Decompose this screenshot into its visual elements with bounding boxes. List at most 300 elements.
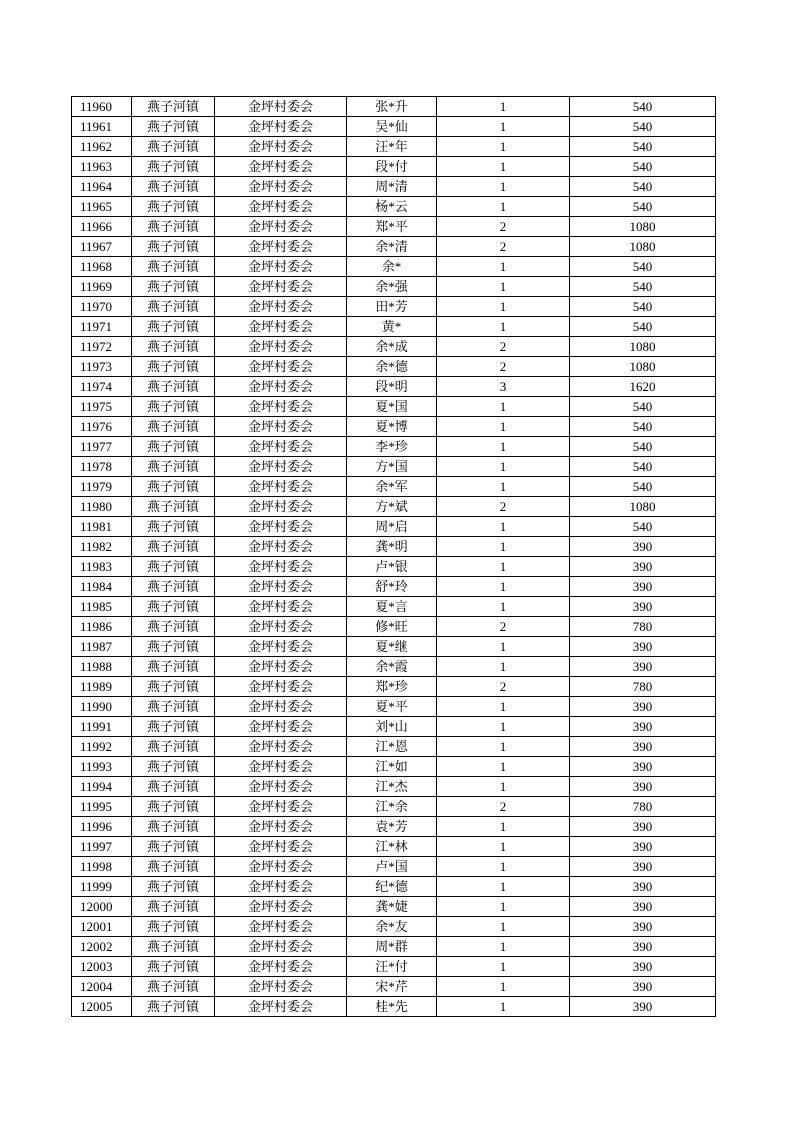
town-cell: 燕子河镇 (132, 997, 215, 1017)
town-cell: 燕子河镇 (132, 397, 215, 417)
town-cell: 燕子河镇 (132, 457, 215, 477)
count-cell: 1 (437, 117, 570, 137)
table-row (72, 857, 716, 877)
village-cell: 金坪村委会 (215, 517, 347, 537)
village-cell: 金坪村委会 (215, 437, 347, 457)
amount-cell: 540 (570, 277, 716, 297)
row-id-cell: 11976 (72, 417, 132, 437)
table-row (72, 597, 716, 617)
count-cell: 1 (437, 437, 570, 457)
table-row (72, 637, 716, 657)
amount-cell: 390 (570, 957, 716, 977)
name-cell: 刘*山 (347, 717, 437, 737)
name-cell: 周*启 (347, 517, 437, 537)
row-id-cell: 11986 (72, 617, 132, 637)
town-cell: 燕子河镇 (132, 557, 215, 577)
village-cell: 金坪村委会 (215, 477, 347, 497)
amount-cell: 390 (570, 937, 716, 957)
table-row (72, 977, 716, 997)
amount-cell: 1080 (570, 237, 716, 257)
amount-cell: 390 (570, 917, 716, 937)
town-cell: 燕子河镇 (132, 537, 215, 557)
row-id-cell: 11973 (72, 357, 132, 377)
count-cell: 1 (437, 957, 570, 977)
count-cell: 1 (437, 557, 570, 577)
row-id-cell: 11967 (72, 237, 132, 257)
village-cell: 金坪村委会 (215, 217, 347, 237)
town-cell: 燕子河镇 (132, 217, 215, 237)
table-row (72, 657, 716, 677)
village-cell: 金坪村委会 (215, 157, 347, 177)
amount-cell: 390 (570, 537, 716, 557)
town-cell: 燕子河镇 (132, 337, 215, 357)
amount-cell: 540 (570, 457, 716, 477)
amount-cell: 540 (570, 257, 716, 277)
town-cell: 燕子河镇 (132, 877, 215, 897)
count-cell: 1 (437, 177, 570, 197)
name-cell: 卢*国 (347, 857, 437, 877)
row-id-cell: 11985 (72, 597, 132, 617)
row-id-cell: 11988 (72, 657, 132, 677)
amount-cell: 390 (570, 737, 716, 757)
row-id-cell: 11961 (72, 117, 132, 137)
count-cell: 1 (437, 997, 570, 1017)
row-id-cell: 11974 (72, 377, 132, 397)
count-cell: 1 (437, 97, 570, 117)
amount-cell: 390 (570, 837, 716, 857)
name-cell: 江*如 (347, 757, 437, 777)
table-row (72, 197, 716, 217)
amount-cell: 390 (570, 777, 716, 797)
count-cell: 1 (437, 757, 570, 777)
name-cell: 夏*言 (347, 597, 437, 617)
count-cell: 2 (437, 357, 570, 377)
table-row (72, 677, 716, 697)
name-cell: 舒*玲 (347, 577, 437, 597)
village-cell: 金坪村委会 (215, 817, 347, 837)
table-row (72, 557, 716, 577)
town-cell: 燕子河镇 (132, 657, 215, 677)
village-cell: 金坪村委会 (215, 197, 347, 217)
village-cell: 金坪村委会 (215, 237, 347, 257)
town-cell: 燕子河镇 (132, 377, 215, 397)
amount-cell: 390 (570, 657, 716, 677)
name-cell: 余*德 (347, 357, 437, 377)
name-cell: 江*杰 (347, 777, 437, 797)
name-cell: 桂*先 (347, 997, 437, 1017)
table-row (72, 297, 716, 317)
amount-cell: 390 (570, 597, 716, 617)
village-cell: 金坪村委会 (215, 577, 347, 597)
village-cell: 金坪村委会 (215, 537, 347, 557)
row-id-cell: 11981 (72, 517, 132, 537)
table-row (72, 377, 716, 397)
village-cell: 金坪村委会 (215, 997, 347, 1017)
town-cell: 燕子河镇 (132, 137, 215, 157)
table-row (72, 697, 716, 717)
row-id-cell: 11978 (72, 457, 132, 477)
town-cell: 燕子河镇 (132, 597, 215, 617)
amount-cell: 1620 (570, 377, 716, 397)
row-id-cell: 12004 (72, 977, 132, 997)
count-cell: 2 (437, 617, 570, 637)
row-id-cell: 12005 (72, 997, 132, 1017)
row-id-cell: 11997 (72, 837, 132, 857)
amount-cell: 390 (570, 757, 716, 777)
row-id-cell: 11980 (72, 497, 132, 517)
town-cell: 燕子河镇 (132, 917, 215, 937)
name-cell: 余*清 (347, 237, 437, 257)
count-cell: 1 (437, 777, 570, 797)
amount-cell: 540 (570, 177, 716, 197)
name-cell: 卢*银 (347, 557, 437, 577)
count-cell: 1 (437, 637, 570, 657)
count-cell: 1 (437, 517, 570, 537)
village-cell: 金坪村委会 (215, 677, 347, 697)
name-cell: 汪*付 (347, 957, 437, 977)
table-row (72, 257, 716, 277)
table-row (72, 417, 716, 437)
count-cell: 1 (437, 817, 570, 837)
count-cell: 1 (437, 477, 570, 497)
amount-cell: 1080 (570, 217, 716, 237)
name-cell: 袁*芳 (347, 817, 437, 837)
town-cell: 燕子河镇 (132, 717, 215, 737)
town-cell: 燕子河镇 (132, 577, 215, 597)
row-id-cell: 11991 (72, 717, 132, 737)
amount-cell: 540 (570, 477, 716, 497)
amount-cell: 390 (570, 697, 716, 717)
name-cell: 夏*继 (347, 637, 437, 657)
row-id-cell: 11982 (72, 537, 132, 557)
town-cell: 燕子河镇 (132, 477, 215, 497)
row-id-cell: 11971 (72, 317, 132, 337)
row-id-cell: 11993 (72, 757, 132, 777)
town-cell: 燕子河镇 (132, 757, 215, 777)
town-cell: 燕子河镇 (132, 737, 215, 757)
amount-cell: 390 (570, 977, 716, 997)
count-cell: 1 (437, 137, 570, 157)
row-id-cell: 11968 (72, 257, 132, 277)
name-cell: 余*友 (347, 917, 437, 937)
town-cell: 燕子河镇 (132, 697, 215, 717)
row-id-cell: 12002 (72, 937, 132, 957)
town-cell: 燕子河镇 (132, 317, 215, 337)
amount-cell: 390 (570, 857, 716, 877)
village-cell: 金坪村委会 (215, 257, 347, 277)
count-cell: 1 (437, 537, 570, 557)
village-cell: 金坪村委会 (215, 297, 347, 317)
amount-cell: 540 (570, 517, 716, 537)
village-cell: 金坪村委会 (215, 917, 347, 937)
table-row (72, 737, 716, 757)
village-cell: 金坪村委会 (215, 857, 347, 877)
row-id-cell: 11972 (72, 337, 132, 357)
count-cell: 1 (437, 577, 570, 597)
village-cell: 金坪村委会 (215, 337, 347, 357)
village-cell: 金坪村委会 (215, 557, 347, 577)
row-id-cell: 11963 (72, 157, 132, 177)
town-cell: 燕子河镇 (132, 117, 215, 137)
count-cell: 1 (437, 917, 570, 937)
amount-cell: 540 (570, 397, 716, 417)
town-cell: 燕子河镇 (132, 277, 215, 297)
village-cell: 金坪村委会 (215, 377, 347, 397)
town-cell: 燕子河镇 (132, 257, 215, 277)
name-cell: 夏*国 (347, 397, 437, 417)
town-cell: 燕子河镇 (132, 197, 215, 217)
name-cell: 宋*芹 (347, 977, 437, 997)
amount-cell: 1080 (570, 357, 716, 377)
amount-cell: 390 (570, 637, 716, 657)
name-cell: 周*清 (347, 177, 437, 197)
count-cell: 1 (437, 457, 570, 477)
town-cell: 燕子河镇 (132, 417, 215, 437)
count-cell: 1 (437, 717, 570, 737)
count-cell: 2 (437, 337, 570, 357)
name-cell: 郑*平 (347, 217, 437, 237)
count-cell: 2 (437, 677, 570, 697)
village-cell: 金坪村委会 (215, 457, 347, 477)
table-row (72, 457, 716, 477)
village-cell: 金坪村委会 (215, 117, 347, 137)
count-cell: 1 (437, 157, 570, 177)
village-cell: 金坪村委会 (215, 417, 347, 437)
row-id-cell: 11965 (72, 197, 132, 217)
amount-cell: 540 (570, 157, 716, 177)
table-row (72, 617, 716, 637)
table-row (72, 937, 716, 957)
table-row (72, 897, 716, 917)
table-row (72, 497, 716, 517)
data-table (71, 96, 716, 1017)
row-id-cell: 11992 (72, 737, 132, 757)
amount-cell: 540 (570, 317, 716, 337)
table-row (72, 437, 716, 457)
table-row (72, 777, 716, 797)
amount-cell: 390 (570, 897, 716, 917)
count-cell: 2 (437, 797, 570, 817)
village-cell: 金坪村委会 (215, 837, 347, 857)
name-cell: 周*群 (347, 937, 437, 957)
name-cell: 吴*仙 (347, 117, 437, 137)
name-cell: 张*升 (347, 97, 437, 117)
count-cell: 1 (437, 837, 570, 857)
name-cell: 江*余 (347, 797, 437, 817)
amount-cell: 540 (570, 437, 716, 457)
name-cell: 江*恩 (347, 737, 437, 757)
count-cell: 1 (437, 197, 570, 217)
town-cell: 燕子河镇 (132, 637, 215, 657)
amount-cell: 780 (570, 797, 716, 817)
count-cell: 1 (437, 697, 570, 717)
village-cell: 金坪村委会 (215, 757, 347, 777)
name-cell: 方*斌 (347, 497, 437, 517)
count-cell: 3 (437, 377, 570, 397)
row-id-cell: 11996 (72, 817, 132, 837)
amount-cell: 390 (570, 997, 716, 1017)
row-id-cell: 11966 (72, 217, 132, 237)
count-cell: 1 (437, 417, 570, 437)
amount-cell: 1080 (570, 497, 716, 517)
amount-cell: 540 (570, 297, 716, 317)
count-cell: 1 (437, 737, 570, 757)
amount-cell: 540 (570, 137, 716, 157)
count-cell: 1 (437, 937, 570, 957)
table-row (72, 577, 716, 597)
name-cell: 龚*婕 (347, 897, 437, 917)
row-id-cell: 11984 (72, 577, 132, 597)
row-id-cell: 11987 (72, 637, 132, 657)
village-cell: 金坪村委会 (215, 797, 347, 817)
amount-cell: 540 (570, 197, 716, 217)
town-cell: 燕子河镇 (132, 357, 215, 377)
table-row (72, 357, 716, 377)
table-row (72, 997, 716, 1017)
row-id-cell: 11999 (72, 877, 132, 897)
town-cell: 燕子河镇 (132, 777, 215, 797)
name-cell: 修*旺 (347, 617, 437, 637)
amount-cell: 390 (570, 557, 716, 577)
name-cell: 段*付 (347, 157, 437, 177)
row-id-cell: 11975 (72, 397, 132, 417)
table-row (72, 237, 716, 257)
village-cell: 金坪村委会 (215, 357, 347, 377)
count-cell: 1 (437, 317, 570, 337)
row-id-cell: 11964 (72, 177, 132, 197)
table-row (72, 337, 716, 357)
village-cell: 金坪村委会 (215, 737, 347, 757)
village-cell: 金坪村委会 (215, 637, 347, 657)
town-cell: 燕子河镇 (132, 437, 215, 457)
row-id-cell: 11995 (72, 797, 132, 817)
table-row (72, 477, 716, 497)
village-cell: 金坪村委会 (215, 617, 347, 637)
name-cell: 郑*珍 (347, 677, 437, 697)
village-cell: 金坪村委会 (215, 137, 347, 157)
town-cell: 燕子河镇 (132, 617, 215, 637)
town-cell: 燕子河镇 (132, 677, 215, 697)
count-cell: 2 (437, 217, 570, 237)
count-cell: 1 (437, 257, 570, 277)
village-cell: 金坪村委会 (215, 177, 347, 197)
name-cell: 余*军 (347, 477, 437, 497)
row-id-cell: 11990 (72, 697, 132, 717)
count-cell: 1 (437, 857, 570, 877)
table-row (72, 877, 716, 897)
amount-cell: 390 (570, 717, 716, 737)
count-cell: 1 (437, 657, 570, 677)
name-cell: 夏*博 (347, 417, 437, 437)
town-cell: 燕子河镇 (132, 97, 215, 117)
village-cell: 金坪村委会 (215, 877, 347, 897)
name-cell: 纪*德 (347, 877, 437, 897)
count-cell: 1 (437, 897, 570, 917)
town-cell: 燕子河镇 (132, 797, 215, 817)
table-row (72, 177, 716, 197)
row-id-cell: 11960 (72, 97, 132, 117)
row-id-cell: 12001 (72, 917, 132, 937)
count-cell: 1 (437, 877, 570, 897)
table-row (72, 97, 716, 117)
amount-cell: 780 (570, 677, 716, 697)
count-cell: 1 (437, 277, 570, 297)
town-cell: 燕子河镇 (132, 817, 215, 837)
table-row (72, 137, 716, 157)
row-id-cell: 11979 (72, 477, 132, 497)
amount-cell: 390 (570, 577, 716, 597)
village-cell: 金坪村委会 (215, 697, 347, 717)
amount-cell: 540 (570, 97, 716, 117)
table-row (72, 217, 716, 237)
name-cell: 余*霞 (347, 657, 437, 677)
name-cell: 汪*年 (347, 137, 437, 157)
village-cell: 金坪村委会 (215, 657, 347, 677)
amount-cell: 390 (570, 877, 716, 897)
table-row (72, 817, 716, 837)
row-id-cell: 11983 (72, 557, 132, 577)
count-cell: 1 (437, 297, 570, 317)
table-row (72, 317, 716, 337)
row-id-cell: 11969 (72, 277, 132, 297)
count-cell: 1 (437, 397, 570, 417)
amount-cell: 780 (570, 617, 716, 637)
name-cell: 夏*平 (347, 697, 437, 717)
count-cell: 2 (437, 237, 570, 257)
table-body (72, 97, 716, 1017)
village-cell: 金坪村委会 (215, 597, 347, 617)
count-cell: 1 (437, 977, 570, 997)
table-row (72, 717, 716, 737)
village-cell: 金坪村委会 (215, 277, 347, 297)
name-cell: 田*芳 (347, 297, 437, 317)
village-cell: 金坪村委会 (215, 317, 347, 337)
name-cell: 余* (347, 257, 437, 277)
table-row (72, 397, 716, 417)
table-row (72, 797, 716, 817)
town-cell: 燕子河镇 (132, 957, 215, 977)
name-cell: 黄* (347, 317, 437, 337)
town-cell: 燕子河镇 (132, 497, 215, 517)
amount-cell: 390 (570, 817, 716, 837)
table-row (72, 837, 716, 857)
name-cell: 方*国 (347, 457, 437, 477)
town-cell: 燕子河镇 (132, 897, 215, 917)
village-cell: 金坪村委会 (215, 897, 347, 917)
row-id-cell: 11994 (72, 777, 132, 797)
row-id-cell: 11962 (72, 137, 132, 157)
name-cell: 余*强 (347, 277, 437, 297)
town-cell: 燕子河镇 (132, 977, 215, 997)
amount-cell: 1080 (570, 337, 716, 357)
amount-cell: 540 (570, 417, 716, 437)
name-cell: 余*成 (347, 337, 437, 357)
amount-cell: 540 (570, 117, 716, 137)
village-cell: 金坪村委会 (215, 97, 347, 117)
table-row (72, 277, 716, 297)
town-cell: 燕子河镇 (132, 857, 215, 877)
name-cell: 江*林 (347, 837, 437, 857)
count-cell: 1 (437, 597, 570, 617)
table-row (72, 917, 716, 937)
row-id-cell: 12003 (72, 957, 132, 977)
town-cell: 燕子河镇 (132, 177, 215, 197)
table-row (72, 537, 716, 557)
name-cell: 段*明 (347, 377, 437, 397)
table-row (72, 157, 716, 177)
name-cell: 杨*云 (347, 197, 437, 217)
row-id-cell: 11989 (72, 677, 132, 697)
